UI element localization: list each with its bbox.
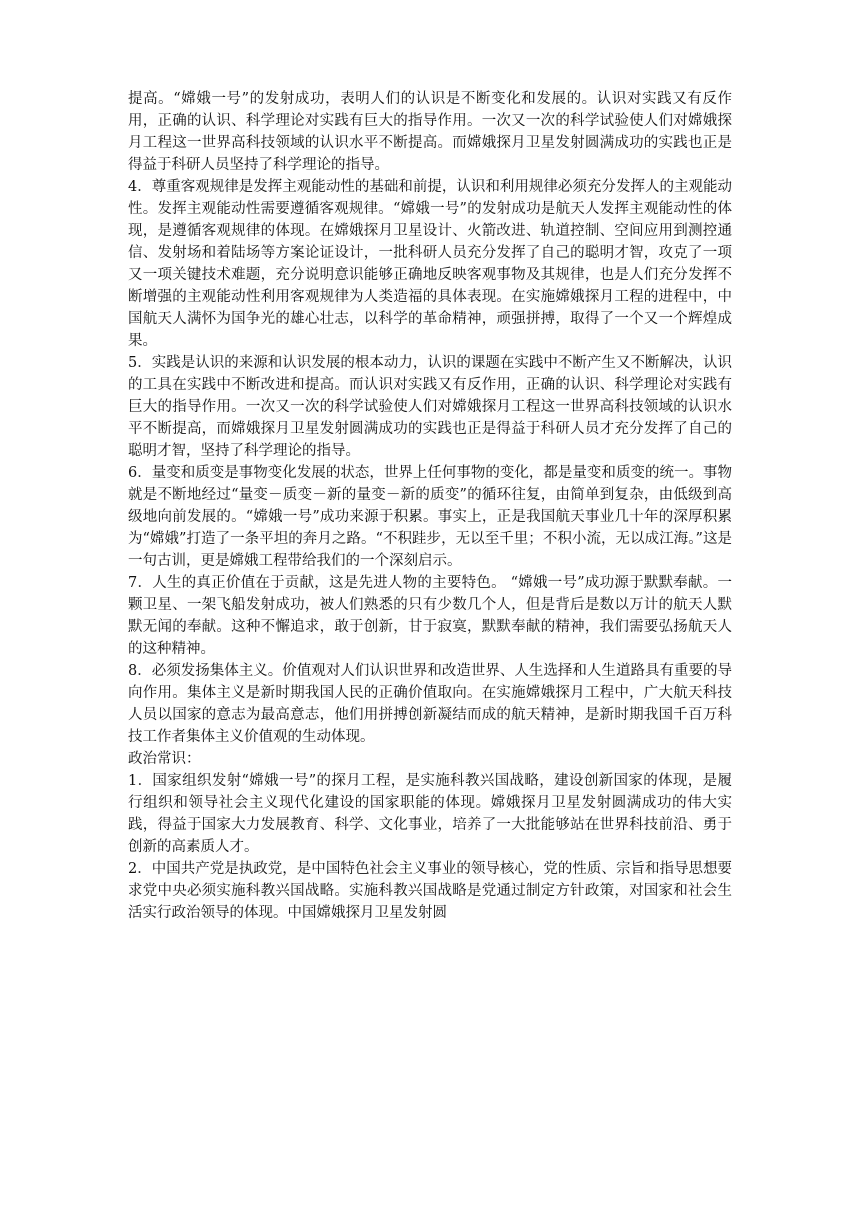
- paragraph-point-4: 4．尊重客观规律是发挥主观能动性的基础和前提，认识和利用规律必须充分发挥人的主观能动性。发挥主观能动性需要遵循客观规律。“嫦娥一号”的发射成功是航天人发挥主观能动性的体现，是遵循客观规律的体现。在嫦娥探月卫星设计、火箭改进、轨道控制、空间应用到测控通信、发射场和着陆场等方案论证设计，一批科研人员充分发挥了自己的聪明才智，攻克了一项又一项关键技术难题，充分说明意识能够正确地反映客观事物及其规律，也是人们充分发挥不断增强的主观能动性利用客观规律为人类造福的具体表现。在实施嫦娥探月工程的进程中，中国航天人满怀为国争光的雄心壮志，以科学的革命精神，顽强拼搏，取得了一个又一个辉煌成果。: [128, 179, 732, 349]
- paragraph-point-5: 5．实践是认识的来源和认识发展的根本动力，认识的课题在实践中不断产生又不断解决，认识的工具在实践中不断改进和提高。而认识对实践又有反作用，正确的认识、科学理论对实践有巨大的指导作用。一次又一次的科学试验使人们对嫦娥探月工程这一世界高科技领域的认识水平不断提高，而嫦娥探月卫星发射圆满成功的实践也正是得益于科研人员才充分发挥了自己的聪明才智，坚持了科学理论的指导。: [128, 355, 732, 459]
- document-body: [128, 88, 732, 924]
- paragraph-point-6: 6．量变和质变是事物变化发展的状态，世界上任何事物的变化，都是量变和质变的统一。事物就是不断地经过“量变－质变－新的量变－新的质变”的循环往复，由简单到复杂，由低级到高级地向前发展的。“嫦娥一号”成功来源于积累。事实上，正是我国航天事业几十年的深厚积累为“嫦娥”打造了一条平坦的奔月之路。“不积跬步，无以至千里；不积小流，无以成江海。”这是一句古训，更是嫦娥工程带给我们的一个深刻启示。: [128, 465, 732, 569]
- paragraph-point-8: 8．必须发扬集体主义。价值观对人们认识世界和改造世界、人生选择和人生道路具有重要的导向作用。集体主义是新时期我国人民的正确价值取向。在实施嫦娥探月工程中，广大航天科技人员以国家的意志为最高意志，他们用拼搏创新凝结而成的航天精神，是新时期我国千百万科技工作者集体主义价值观的生动体现。: [128, 663, 732, 745]
- paragraph-continuation: 提高。“嫦娥一号”的发射成功，表明人们的认识是不断变化和发展的。认识对实践又有反作用，正确的认识、科学理论对实践有巨大的指导作用。一次又一次的科学试验使人们对嫦娥探月工程这一世界高科技领域的认识水平不断提高。而嫦娥探月卫星发射圆满成功的实践也正是得益于科研人员坚持了科学理论的指导。: [128, 91, 732, 173]
- paragraph-point-7: 7．人生的真正价值在于贡献，这是先进人物的主要特色。 “嫦娥一号”成功源于默默奉献。一颗卫星、一架飞船发射成功，被人们熟悉的只有少数几个人，但是背后是数以万计的航天人默默无闻的奉献。这种不懈追求，敢于创新，甘于寂寞，默默奉献的精神，我们需要弘扬航天人的这种精神。: [128, 575, 732, 657]
- section-heading-politics: 政治常识：: [128, 751, 201, 767]
- paragraph-politics-2: 2．中国共产党是执政党，是中国特色社会主义事业的领导核心，党的性质、宗旨和指导思想要求党中央必须实施科教兴国战略。实施科教兴国战略是党通过制定方针政策，对国家和社会生活实行政治领导的体现。中国嫦娥探月卫星发射圆: [128, 861, 732, 921]
- paragraph-politics-1: 1．国家组织发射“嫦娥一号”的探月工程，是实施科教兴国战略，建设创新国家的体现，是履行组织和领导社会主义现代化建设的国家职能的体现。嫦娥探月卫星发射圆满成功的伟大实践，得益于国家大力发展教育、科学、文化事业，培养了一大批能够站在世界科技前沿、勇于创新的高素质人才。: [128, 773, 732, 855]
